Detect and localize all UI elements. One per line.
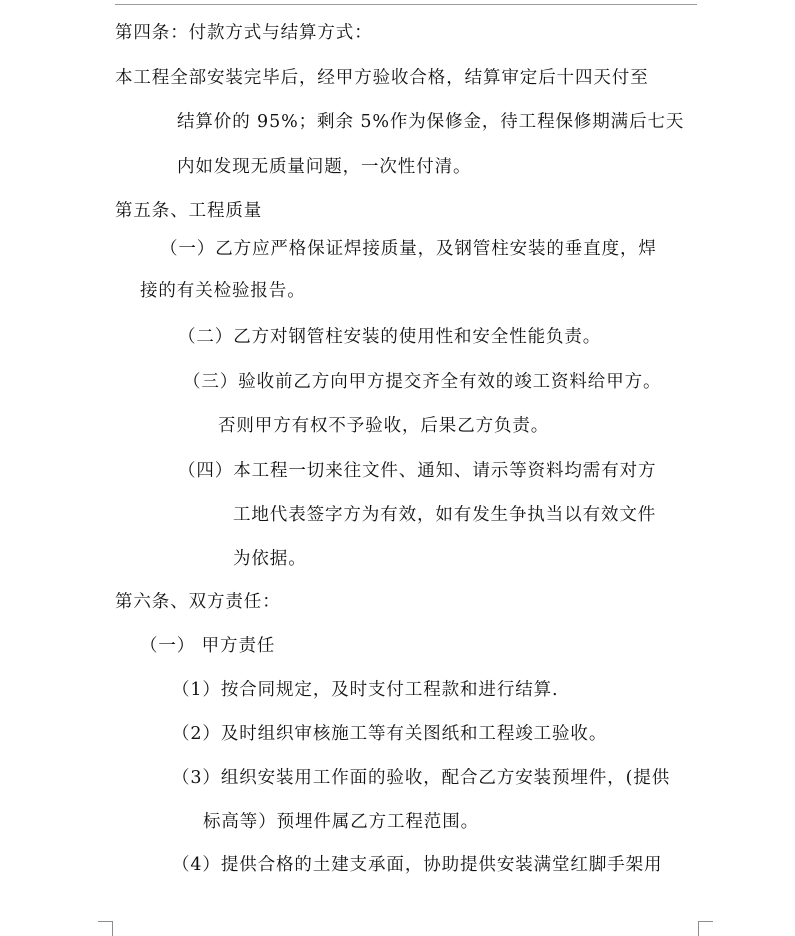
article-4-heading: 第四条：付款方式与结算方式： — [115, 23, 373, 43]
article-4-text-line-3: 内如发现无质量问题，一次性付清。 — [177, 157, 472, 177]
article-5-item-3-line-2: 否则甲方有权不予验收，后果乙方负责。 — [218, 416, 550, 436]
article-6-item-3-line-2: 标高等）预埋件属乙方工程范围。 — [203, 812, 479, 832]
article-5-heading: 第五条、工程质量 — [115, 201, 263, 221]
article-5-item-4-line-1: （四）本工程一切来往文件、通知、请示等资料均需有对方 — [178, 461, 657, 481]
article-6-section-1-title: （一） 甲方责任 — [140, 636, 276, 656]
article-5-item-2: （二）乙方对钢管柱安装的使用性和安全性能负责。 — [178, 327, 602, 347]
crop-mark-left — [98, 921, 113, 936]
article-5-item-4-line-3: 为依据。 — [233, 549, 307, 569]
article-4-text-line-2: 结算价的 95%；剩余 5%作为保修金，待工程保修期满后七天 — [177, 112, 685, 132]
article-6-item-3-line-1: （3）组织安装用工作面的验收，配合乙方安装预埋件，(提供 — [172, 768, 671, 788]
article-5-item-3-line-1: （三）验收前乙方向甲方提交齐全有效的竣工资料给甲方。 — [183, 372, 662, 392]
article-5-item-1-line-2: 接的有关检验报告。 — [140, 281, 306, 301]
article-4-text-line-1: 本工程全部安装完毕后，经甲方验收合格，结算审定后十四天付至 — [115, 68, 649, 88]
article-6-item-2: （2）及时组织审核施工等有关图纸和工程竣工验收。 — [172, 724, 608, 744]
article-5-item-1-line-1: （一）乙方应严格保证焊接质量，及钢管柱安装的垂直度，焊 — [160, 239, 657, 259]
crop-mark-right — [698, 921, 713, 936]
article-6-heading: 第六条、双方责任： — [115, 592, 281, 612]
article-6-item-4-line-1: （4）提供合格的土建支承面，协助提供安装满堂红脚手架用 — [172, 855, 663, 875]
page-top-rule — [115, 4, 697, 5]
article-5-item-4-line-2: 工地代表签字方为有效，如有发生争执当以有效文件 — [233, 505, 657, 525]
article-6-item-1: （1）按合同规定，及时支付工程款和进行结算. — [172, 680, 559, 700]
